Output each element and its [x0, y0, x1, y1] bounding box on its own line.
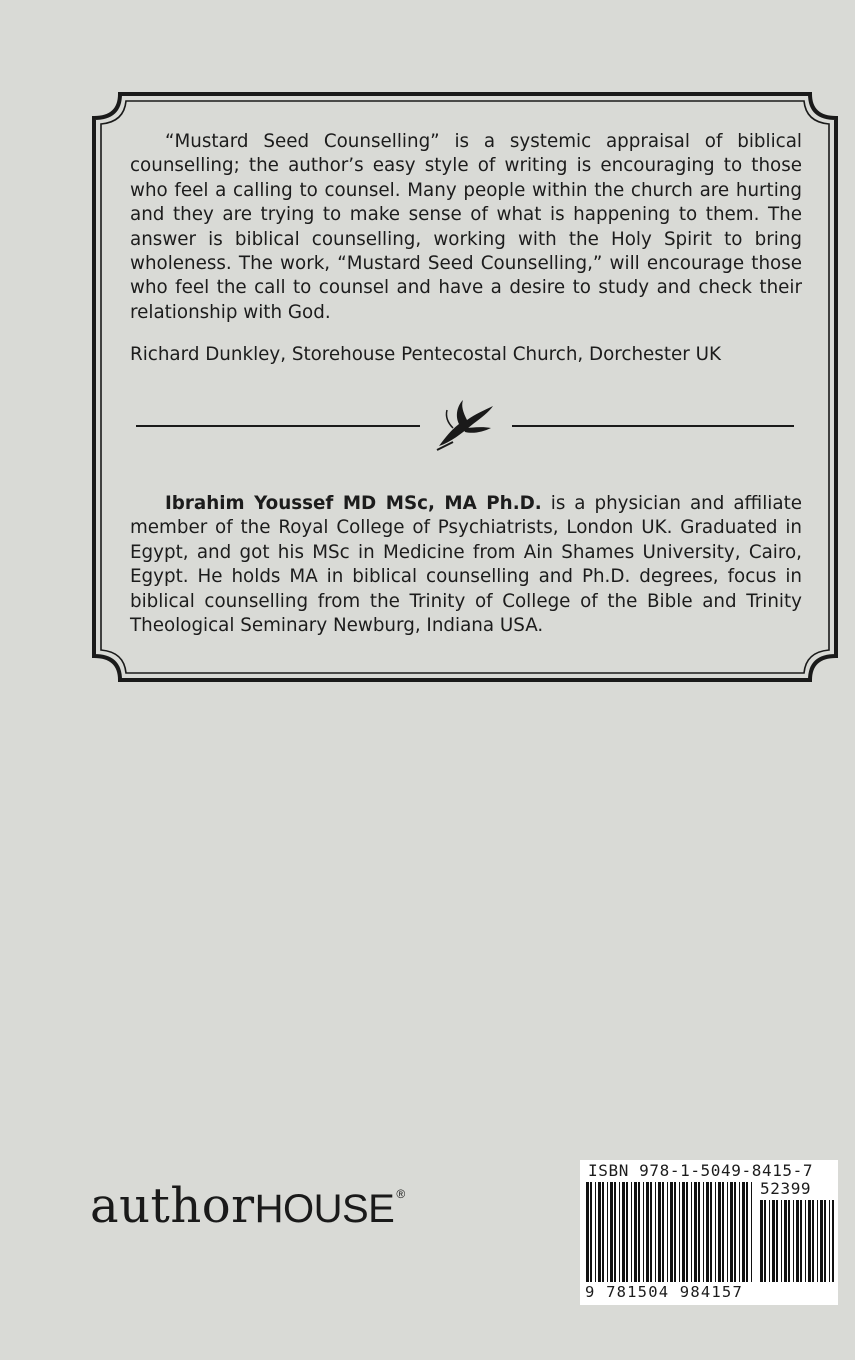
barcode-bar — [734, 1182, 736, 1282]
barcode-bar — [586, 1182, 589, 1282]
barcode-bar — [812, 1200, 814, 1282]
barcode-bar — [679, 1182, 680, 1282]
endorsement-text: “Mustard Seed Counselling” is a systemic appraisal of biblical counselling; the author’s easy style of writing is encouraging to those who feel a calling to counsel. Many people within the church are hurting and they are trying to make sense of what is happening to them. The answer is biblical counselling, working with the Holy Spirit to bring wholeness. The work, “Mustard Seed Counselling,” will encourage those who feel the call to counsel and have a desire to study and check their relationship with God. — [130, 131, 802, 323]
barcode-bar — [658, 1182, 661, 1282]
barcode-bar — [662, 1182, 664, 1282]
barcode-bar — [772, 1200, 775, 1282]
barcode-bar — [829, 1200, 830, 1282]
barcode-bar — [730, 1182, 733, 1282]
barcode-bar — [655, 1182, 656, 1282]
barcode-bar — [674, 1182, 676, 1282]
barcode-bar — [619, 1182, 620, 1282]
barcode-bar — [769, 1200, 770, 1282]
barcode-bar — [776, 1200, 778, 1282]
registered-mark: ® — [396, 1187, 406, 1201]
barcode-bar — [746, 1182, 748, 1282]
barcode-bar — [643, 1182, 644, 1282]
barcode-bar — [781, 1200, 782, 1282]
barcode-bar — [788, 1200, 790, 1282]
barcode-bar — [764, 1200, 766, 1282]
divider-left — [136, 425, 420, 427]
barcode-bar — [667, 1182, 668, 1282]
barcode-bar — [718, 1182, 721, 1282]
barcode-bar — [686, 1182, 688, 1282]
author-bio-paragraph — [130, 492, 802, 638]
isbn-barcode — [580, 1160, 838, 1305]
barcode-bar — [650, 1182, 652, 1282]
barcode-bar — [820, 1200, 823, 1282]
barcode-bar — [715, 1182, 716, 1282]
quill-ornament-icon — [433, 398, 497, 454]
barcode-addon-number: 52399 — [760, 1179, 812, 1198]
barcode-bar — [706, 1182, 709, 1282]
barcode-bar — [703, 1182, 704, 1282]
isbn-label: ISBN 978-1-5049-8415-7 — [588, 1161, 814, 1180]
barcode-bar — [602, 1182, 604, 1282]
barcode-bar — [691, 1182, 692, 1282]
barcode-bar — [739, 1182, 740, 1282]
barcode-bar — [590, 1182, 592, 1282]
publisher-logo-house: HOUSE — [254, 1187, 395, 1231]
barcode-bar — [698, 1182, 700, 1282]
barcode-bar — [694, 1182, 697, 1282]
barcode-bar — [751, 1182, 752, 1282]
barcode-bar — [824, 1200, 826, 1282]
barcode-bar — [832, 1200, 834, 1282]
barcode-bar — [634, 1182, 637, 1282]
barcode-bar — [614, 1182, 616, 1282]
barcode-bar — [622, 1182, 625, 1282]
barcode-bar — [598, 1182, 601, 1282]
barcode-bar — [646, 1182, 649, 1282]
barcode-bar — [784, 1200, 787, 1282]
publisher-logo — [90, 1178, 405, 1234]
publisher-logo-author: author — [90, 1178, 255, 1234]
author-name: Ibrahim Youssef MD MSc, MA Ph.D. — [165, 493, 542, 514]
barcode-bar — [796, 1200, 799, 1282]
barcode-bar — [727, 1182, 728, 1282]
barcode-bar — [805, 1200, 806, 1282]
barcode-bar — [808, 1200, 811, 1282]
barcode-bar — [793, 1200, 794, 1282]
barcode-bar — [631, 1182, 632, 1282]
barcode-bar — [595, 1182, 596, 1282]
barcode-bar — [610, 1182, 613, 1282]
author-bio-text: is a physician and affiliate member of the Royal College of Psychiatrists, London UK. Graduated in Egypt, and got his MSc in Medicine from Ain Shames University, Cairo, Egypt. He holds MA in biblical counselling and Ph.D. degrees, focus in biblical counselling from the Trinity of College of the Bible and Trinity Theological Seminary Newburg, Indiana USA. — [130, 493, 802, 637]
endorsement-blurb — [130, 130, 802, 325]
barcode-bar — [760, 1200, 763, 1282]
barcode-bar — [670, 1182, 673, 1282]
barcode-bar — [800, 1200, 802, 1282]
barcode-bar — [607, 1182, 608, 1282]
barcode-ean-digits: 9 781504 984157 — [585, 1283, 743, 1301]
author-bio — [130, 492, 802, 638]
barcode-bar — [638, 1182, 640, 1282]
barcode-bar — [710, 1182, 712, 1282]
endorsement-attribution: Richard Dunkley, Storehouse Pentecostal Church, Dorchester UK — [130, 344, 721, 365]
barcode-bar — [682, 1182, 685, 1282]
barcode-bar — [722, 1182, 724, 1282]
barcode-bar — [626, 1182, 628, 1282]
barcode-bar — [742, 1182, 745, 1282]
divider-right — [512, 425, 794, 427]
barcode-bar — [817, 1200, 818, 1282]
